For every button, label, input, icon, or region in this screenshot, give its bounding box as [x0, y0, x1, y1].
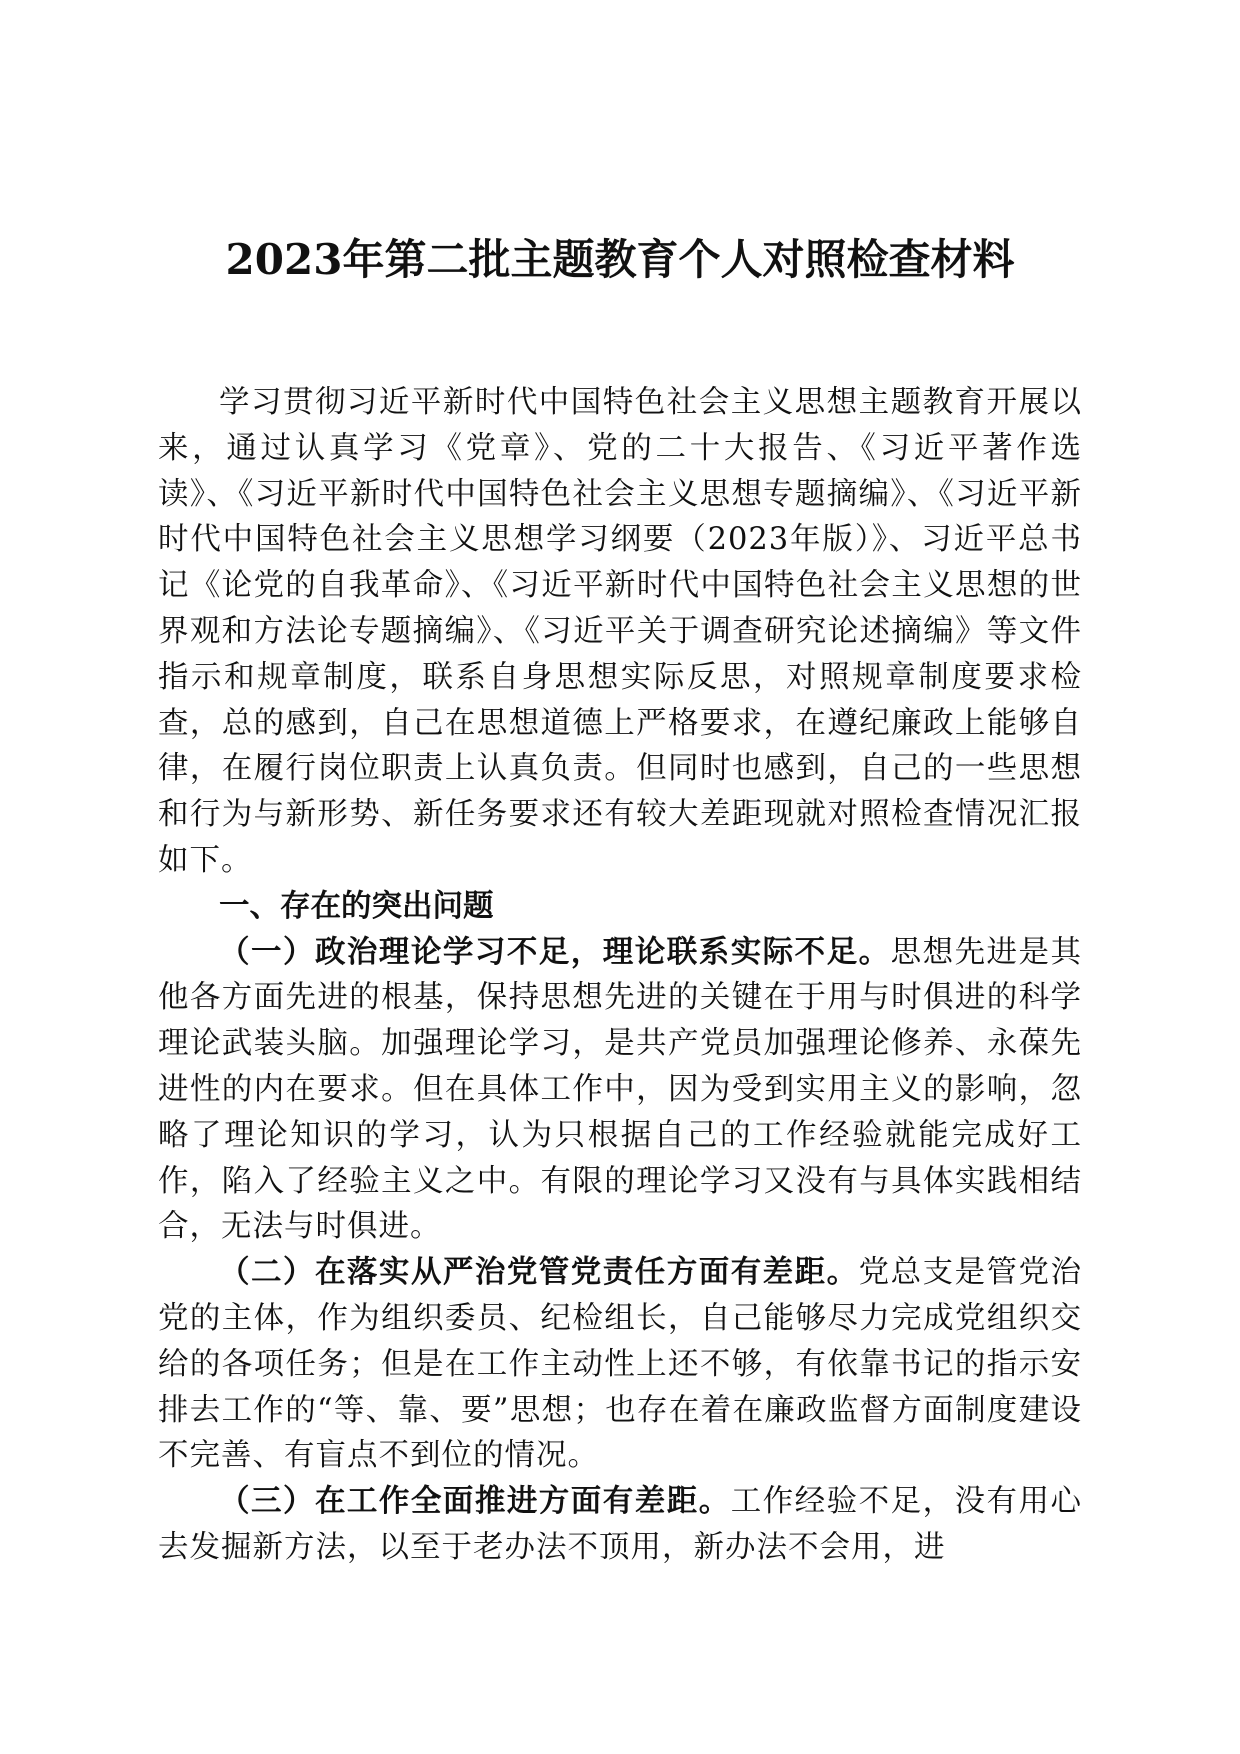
intro-paragraph: 学习贯彻习近平新时代中国特色社会主义思想主题教育开展以来，通过认真学习《党章》、党的二十大报告、《习近平著作选读》、《习近平新时代中国特色社会主义思想专题摘编》、《习近平新时代中国特色社会主义思想学习纲要（2023年版）》、习近平总书记《论党的自我革命》、《习近平新时代中国特色社会主义思想的世界观和方法论专题摘编》、《习近平关于调查研究论述摘编》等文件指示和规章制度，联系自身思想实际反思，对照规章制度要求检查，总的感到，自己在思想道德上严格要求，在遵纪廉政上能够自律，在履行岗位职责上认真负责。但同时也感到，自己的一些思想和行为与新形势、新任务要求还有较大差距现就对照检查情况汇报如下。 — [158, 385, 1082, 878]
issue-paragraph-2 — [158, 1250, 1082, 1479]
issue-text-3: 工作经验不足，没有用心去发掘新方法，以至于老办法不顶用，新办法不会用，进 — [158, 1484, 1083, 1565]
issue-text-1: 思想先进是其他各方面先进的根基，保持思想先进的关键在于用与时俱进的科学理论武装头脑。加强理论学习，是共产党员加强理论修养、永葆先进性的内在要求。但在具体工作中，因为受到实用主义的影响，忽略了理论知识的学习，认为只根据自己的工作经验就能完成好工作，陷入了经验主义之中。有限的理论学习又没有与具体实践相结合，无法与时俱进。 — [158, 934, 1083, 1245]
issue-lead-3: （三）在工作全面推进方面有差距。 — [219, 1483, 731, 1520]
document-body — [158, 380, 1082, 1571]
issue-paragraph-1 — [158, 930, 1082, 1251]
issue-lead-2: （二）在落实从严治党管党责任方面有差距。 — [219, 1254, 859, 1291]
issue-paragraph-3 — [158, 1479, 1082, 1571]
document-title: 2023年第二批主题教育个人对照检查材料 — [225, 235, 1015, 284]
section-heading: 一、存在的突出问题 — [219, 888, 494, 924]
issue-lead-1: （一）政治理论学习不足，理论联系实际不足。 — [219, 933, 891, 970]
issue-text-2: 党总支是管党治党的主体，作为组织委员、纪检组长，自己能够尽力完成党组织交给的各项任务；但是在工作主动性上还不够，有依靠书记的指示安排去工作的“等、靠、要”思想；也存在着在廉政监督方面制度建设不完善、有盲点不到位的情况。 — [158, 1255, 1083, 1474]
